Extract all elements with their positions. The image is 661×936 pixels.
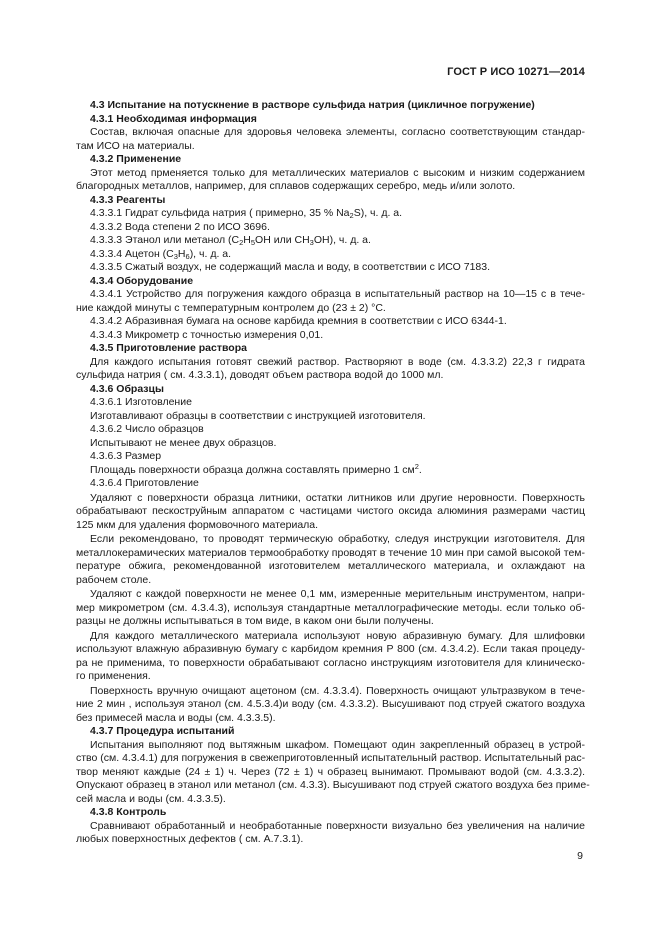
text-line-pr-3a: Удаляют с каждой поверхности не менее 0,1 мм, измеренные мерительным инструментом, напри- xyxy=(90,588,585,600)
text-line-pr-2d: рабочем столе. xyxy=(76,573,152,586)
text-line-pr-5c: без примесей масла и воды (см. 4.3.3.5). xyxy=(76,711,276,724)
text-line-pr-1b: обрабатывают пескоструйным аппаратом с частицами чистого оксида алюминия размерами частиц xyxy=(76,505,585,517)
text-line-r-1: 4.3.3.1 Гидрат сульфида натрия ( примерно, 35 % $Na_2S$), ч. д. а. xyxy=(90,207,403,220)
section-heading-h-4-3-3: 4.3.3 Реагенты xyxy=(90,193,166,206)
section-heading-h-4-3-6: 4.3.6 Образцы xyxy=(90,382,164,395)
text-line-s-1b: сульфида натрия ( см. 4.3.3.1), доводят объем раствора водой до 1000 мл. xyxy=(76,369,444,381)
document-body xyxy=(76,99,590,847)
text-line-r-3: 4.3.3.3 Этанол или метанол ($C_2H_5OH$ или $CH_3OH$), ч. д. а. xyxy=(90,234,371,247)
text-line-pr-3b: мер микрометром (см. 4.3.4.3), используя стандартные металлографические методы. если только об- xyxy=(76,601,585,614)
text-line-t-1d: Опускают образец в этанол или метанол (см. 4.3.3). Высушивают под струей сжатого воздуха без приме- xyxy=(76,779,590,791)
text-line-e-3: 4.3.4.3 Микрометр с точностью измерения 0,01. xyxy=(90,328,324,341)
page-number: 9 xyxy=(577,850,583,862)
text-line-e-1a: 4.3.4.1 Устройство для погружения каждого образца в испытательный раствор на 10—15 с в тече- xyxy=(90,288,585,300)
text-line-t-1e: сей масла и воды (см. 4.3.3.5). xyxy=(76,792,226,805)
text-line-r-5: 4.3.3.5 Сжатый воздух, не содержащий масла и воду, в соответствии с ИСО 7183. xyxy=(90,261,491,273)
text-line-e-1b: ние каждой минуты с температурным контролем до (23 ± 2) °С. xyxy=(76,301,386,314)
text-line-r-4: 4.3.3.4 Ацетон $(C_3H_6)$, ч. д. а. xyxy=(90,247,232,261)
text-line-pr-1a: Удаляют с поверхности образца литники, остатки литников или другие неровности. Поверхность xyxy=(90,491,585,504)
text-line-p-2b: благородных металлов, например, для сплавов содержащих серебро, медь и/или золото. xyxy=(76,180,516,192)
text-line-t-1b: ство (см. 4.3.4.1) для погружения в свежеприготовленный испытательный раствор. Испытательный рас- xyxy=(76,752,586,764)
text-line-o-2: Изготавливают образцы в соответствии с инструкцией изготовителя. xyxy=(90,409,426,422)
text-line-c-1b: любых поверхностных дефектов ( см. А.7.3.1). xyxy=(76,833,304,845)
text-line-p-1a: Состав, включая опасные для здоровья человека элементы, согласно соответствующим стандар- xyxy=(90,126,585,138)
section-heading-h-4-3-8: 4.3.8 Контроль xyxy=(90,806,167,818)
text-line-pr-5b: ние 2 мин , используя этанол (см. 4.5.3.4)и воду (см. 4.3.3.2). Высушивают под струей сжатого воздуха xyxy=(76,698,585,710)
section-heading-h-4-3-1: 4.3.1 Необходимая информация xyxy=(90,112,257,125)
text-line-c-1a: Сравнивают обработанный и необработанные поверхности визуально без увеличения на наличие xyxy=(90,819,585,832)
text-line-t-1a: Испытания выполняют под вытяжным шкафом. Помещают один закрепленный образец в устрой- xyxy=(90,738,585,751)
section-heading-h-4-3: 4.3 Испытание на потускнение в растворе сульфида натрия (цикличное погружение) xyxy=(90,99,535,111)
text-line-o-6: Площадь поверхности образца должна составлять примерно 1 $см^2$. xyxy=(90,461,422,476)
text-line-o-4: Испытывают не менее двух образцов. xyxy=(90,436,277,449)
text-line-pr-3c: разцы не должны испытываться в том виде, в каком они были получены. xyxy=(76,615,434,627)
text-line-p-1b: там ИСО на материалы. xyxy=(76,139,195,152)
text-line-o-1: 4.3.6.1 Изготовление xyxy=(90,396,192,408)
text-line-pr-2b: металлокерамических материалов термообработку проводят в течение 10 мин при самой высокой тем- xyxy=(76,546,585,559)
document-header: ГОСТ Р ИСО 10271—2014 xyxy=(447,66,585,78)
section-heading-h-4-3-4: 4.3.4 Оборудование xyxy=(90,274,194,287)
text-line-s-1a: Для каждого испытания готовят свежий раствор. Растворяют в воде (см. 4.3.3.2) 22,3 г гидрата xyxy=(90,355,585,368)
text-line-pr-2a: Если рекомендовано, то проводят термическую обработку, следуя инструкции изготовителя. Для xyxy=(90,533,585,545)
text-line-r-2: 4.3.3.2 Вода степени 2 по ИСО 3696. xyxy=(90,220,270,233)
text-line-pr-4d: го применения. xyxy=(76,670,151,682)
text-line-o-3: 4.3.6.2 Число образцов xyxy=(90,423,204,435)
text-line-o-5: 4.3.6.3 Размер xyxy=(90,450,162,462)
section-heading-h-4-3-2: 4.3.2 Применение xyxy=(90,153,182,165)
text-line-o-7: 4.3.6.4 Приготовление xyxy=(90,477,199,489)
section-heading-h-4-3-7: 4.3.7 Процедура испытаний xyxy=(90,725,235,737)
text-line-pr-5a: Поверхность вручную очищают ацетоном (см. 4.3.3.4). Поверхность очищают ультразвуком в тече- xyxy=(90,684,585,697)
text-line-t-1c: твор меняют каждые (24 ± 1) ч. Через (72 ± 1) ч образец вынимают. Промывают водой (см. 4.3.3.2). xyxy=(76,765,585,778)
text-line-e-2: 4.3.4.2 Абразивная бумага на основе карбида кремния в соответствии с ИСО 6344-1. xyxy=(90,315,507,327)
text-line-p-2a: Этот метод прменяется только для металлических материалов с высоким и низким содержанием xyxy=(90,166,585,179)
text-line-pr-1c: 125 мкм для удаления формовочного материала. xyxy=(76,518,319,531)
text-line-pr-4a: Для каждого металлического материала используют новую абразивную бумагу. Для шлифовки xyxy=(90,629,585,642)
text-line-pr-4b: используют влажную абразивную бумагу с карбидом кремния Р 800 (см. 4.3.4.2). Если такая процеду- xyxy=(76,643,585,655)
text-line-pr-2c: пературе обжига, рекомендованной изготовителем металлического материала, и охлаждают на xyxy=(76,560,585,572)
section-heading-h-4-3-5: 4.3.5 Приготовление раствора xyxy=(90,342,247,354)
text-line-pr-4c: ра не применима, то поверхности обрабатывают согласно инструкциям изготовителя для клиническо- xyxy=(76,656,585,669)
